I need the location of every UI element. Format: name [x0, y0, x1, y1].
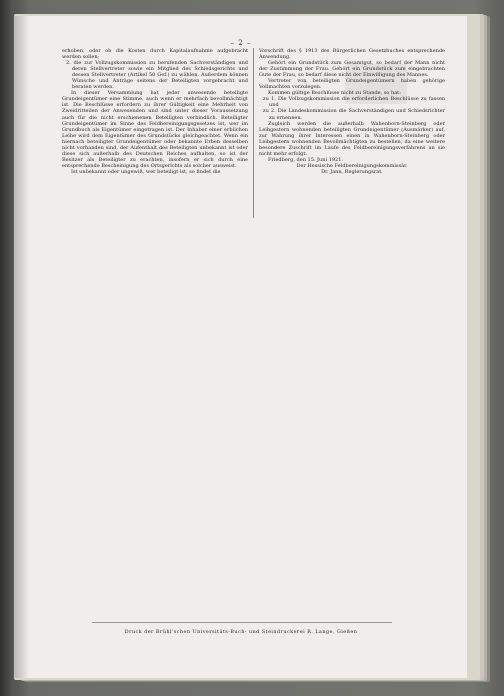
book-spine [0, 0, 14, 696]
paragraph: Vorschrift des § 1913 des Bürgerlichen Gesetzbuches entsprechende Anwendung. [259, 48, 445, 61]
paragraph: Zugleich werden die außerhalb Wahenborn-Steinberg oder Leihgestern wohnenden beteiligten Grundeigentümer (Ausmärker) auf, zur Wahrung ihrer Interessen einen in Wahenborn-Steinberg oder Leihgestern wohnenden Bevollmächtigten zu bestellen, da eine weitere besondere Zuschrift im Laufe des Feldbereinigungsverfahrens an sie nicht mehr erfolgt. [259, 120, 445, 157]
paragraph: Kommen gültige Beschlüsse nicht zu Stande, so hat: [268, 90, 401, 97]
paragraph: Friedberg, den 15. Juni 1921. [268, 156, 344, 163]
paragraph: erhoben, oder ob die Kosten durch Kapitalaufnahme aufgebracht werden sollen; [62, 48, 248, 61]
footer-divider [92, 622, 392, 623]
column-divider [253, 48, 254, 218]
paragraph: Ist unbekannt oder ungewiß, wer beteiligt ist, so findet die [71, 168, 221, 175]
paragraph: In dieser Versammlung hat jeder anwesende beteiligte Grundeigentümer eine Stimme, auch wenn er mehrfach bevollmächtigt ist. Die Beschlüsse erfordern zu ihrer Gültigkeit eine Mehrheit von Zweidritteilen der Anwesenden und sind unter dieser Voraussetzung auch für die nicht erschienenen Beteiligten verbindlich. Beteiligter Grundeigentümer im Sinne des Feldbereinigungsgesetzes ist, wer im Grundbuch als Eigentümer eingetragen ist. Der Inhaber einer erblichen Leihe wird dem Eigentümer des Grundstücks gleichgeachtet. Wenn ein hiernach beteiligter Grundeigentümer oder bekannte Erben desselben nicht vorhanden sind, der Aufenthalt des Beteiligten unbekannt ist oder diese sich außerhalb des Deutschen Reiches aufhalten, so ist der Besitzer als Beteiligter zu erachten, insofern er sich durch eine entsprechende Bescheinigung des Ortsgerichts als solcher ausweist. [62, 90, 248, 169]
paragraph: Der Hessische Feldbereinigungskommissär. [296, 162, 408, 169]
paragraph: Gehört ein Grundstück zum Gesamtgut, so bedarf der Mann nicht der Zustimmung der Frau. Gehört ein Grundstück zum eingebrachten Gute der Frau, so bedarf diese nicht der Einwilligung des Mannes. [259, 60, 445, 79]
paragraph: Dr. Jann, Regierungsrat. [321, 168, 383, 175]
spine-shadow [15, 16, 29, 678]
paragraph: 2. die zur Vollzugskommission zu berufenden Sachverständigen und deren Stellvertreter sowie ein Mitglied des Schiedsgerichts und dessen Stellvertreter (Artikel 50 Gef.) zu wählen. Außerdem können Wünsche und Anträge seitens der Beteiligten vorgebracht und beraten werden. [66, 60, 248, 91]
bleed-through-mark [345, 64, 367, 104]
paragraph: Vertreter von beteiligten Grundeigentümern haben gehörige Vollmachten vorzulegen. [259, 78, 445, 91]
paragraph: zu 2. Die Landeskommission die Sachverständigen und Schiedsrichter zu ernennen. [263, 108, 445, 121]
left-text-column [62, 48, 248, 175]
paragraph: zu 1. Die Vollzugskommission die erforderlichen Beschlüsse zu fassen und [263, 96, 445, 109]
document-page [14, 16, 467, 678]
bleed-through-mark [367, 64, 407, 104]
printer-imprint: Druck der Brühl'schen Universitäts-Buch- und Steindruckerei R. Lange, Gießen [124, 629, 358, 635]
page-number: – 2 – [230, 39, 252, 47]
